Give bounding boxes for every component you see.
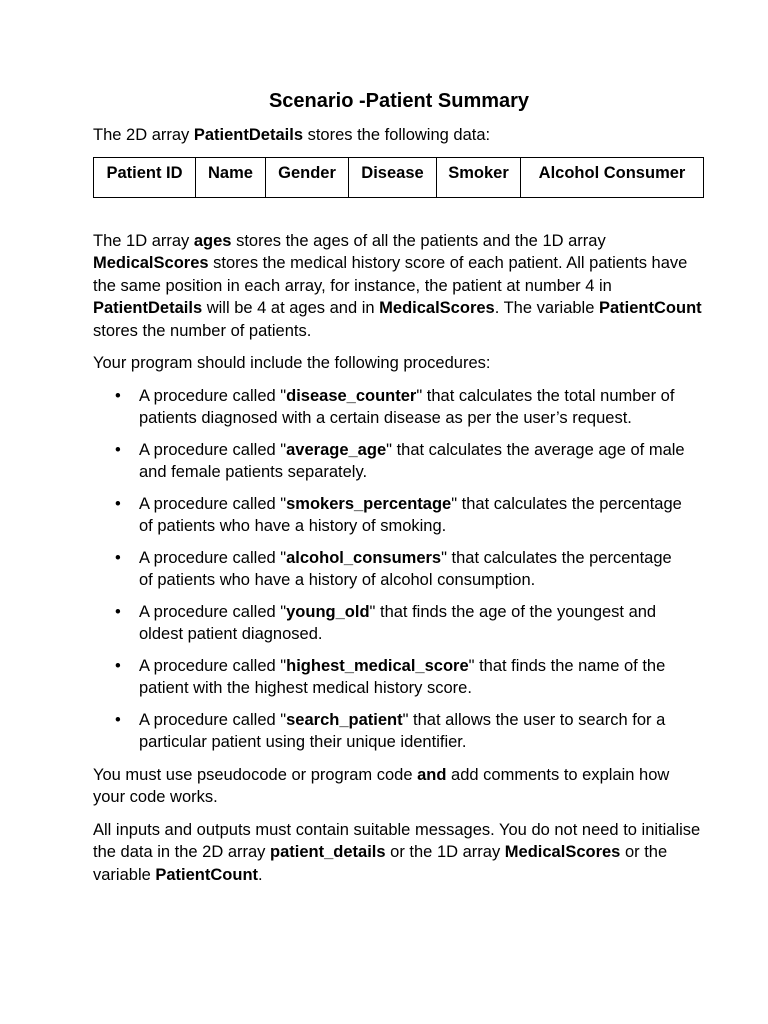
io-instruction-paragraph <box>93 819 705 887</box>
header-gender: Gender <box>266 157 349 197</box>
text-run: or the variable <box>93 843 668 884</box>
list-item <box>93 601 705 646</box>
procedure-description: " that calculates the percentage of patients who have a history of smoking. <box>139 494 682 535</box>
procedure-name: average_age <box>286 440 387 459</box>
procedure-description: " that calculates the percentage of patients who have a history of alcohol consumption. <box>139 548 672 589</box>
procedure-prefix: A procedure called " <box>139 386 287 405</box>
intro-text: The 2D array <box>93 126 194 144</box>
text-run: The 1D array <box>93 231 194 250</box>
procedure-name: disease_counter <box>286 386 417 405</box>
procedures-intro-paragraph: Your program should include the following procedures: <box>93 354 491 372</box>
header-name: Name <box>196 157 266 197</box>
text-run: . <box>258 865 263 884</box>
list-item <box>93 493 705 538</box>
intro-text-end: stores the following data: <box>303 126 491 144</box>
bullet-icon: • <box>115 548 121 567</box>
list-item <box>93 709 705 754</box>
bold-term: MedicalScores <box>379 299 495 317</box>
document-page <box>93 88 705 896</box>
bullet-icon: • <box>115 602 121 621</box>
procedure-description: " that calculates the average age of male and female patients separately. <box>139 440 685 481</box>
bullet-icon: • <box>115 656 121 675</box>
text-run: or the 1D array <box>385 843 505 861</box>
text-run: add comments to explain how your code works. <box>93 765 670 806</box>
procedure-prefix: A procedure called " <box>139 602 287 621</box>
list-item <box>93 547 705 592</box>
text-run: stores the medical history score of each patient. All patients have the same position in each array, for instance, the patient at number 4 in <box>93 254 688 295</box>
procedure-description: " that finds the age of the youngest and oldest patient diagnosed. <box>139 602 657 643</box>
text-run: stores the ages of all the patients and the 1D array <box>231 231 606 250</box>
bullet-icon: • <box>115 440 121 459</box>
text-run: . The variable <box>494 299 599 317</box>
bold-term: and <box>417 765 447 784</box>
procedure-prefix: A procedure called " <box>139 440 287 459</box>
procedure-prefix: A procedure called " <box>139 548 287 567</box>
procedures-list <box>93 385 705 754</box>
intro-array-name: PatientDetails <box>193 126 303 144</box>
text-run: stores the number of patients. <box>93 321 312 340</box>
arrays-description-paragraph <box>93 230 705 343</box>
procedure-description: " that calculates the total number of patients diagnosed with a certain disease as per the user’s request. <box>139 386 675 427</box>
procedure-description: " that allows the user to search for a particular patient using their unique identifier. <box>139 710 666 751</box>
header-smoker: Smoker <box>437 157 521 197</box>
list-item <box>93 655 705 700</box>
procedure-prefix: A procedure called " <box>139 656 287 675</box>
text-run: You must use pseudocode or program code <box>93 765 418 784</box>
procedure-name: highest_medical_score <box>286 656 469 675</box>
bold-term: PatientCount <box>598 299 702 317</box>
text-run: All inputs and outputs must contain suitable messages. You do not need to initialise the data in the 2D array <box>93 820 701 861</box>
bullet-icon: • <box>115 386 121 405</box>
page-title: Scenario -Patient Summary <box>268 90 530 112</box>
procedure-name: smokers_percentage <box>286 494 452 513</box>
procedure-description: " that finds the name of the patient with the highest medical history score. <box>139 656 666 697</box>
bold-term: patient_details <box>270 843 386 861</box>
list-item <box>93 439 705 484</box>
procedure-prefix: A procedure called " <box>139 494 287 513</box>
text-run: will be 4 at ages and in <box>202 299 380 317</box>
procedure-name: young_old <box>286 602 370 621</box>
bold-term: MedicalScores <box>504 843 621 861</box>
procedure-name: alcohol_consumers <box>286 548 442 567</box>
bold-term: PatientDetails <box>93 299 203 317</box>
patient-details-table <box>93 157 704 198</box>
bold-term: PatientCount <box>155 865 259 884</box>
pseudocode-instruction-paragraph <box>93 764 705 809</box>
list-item <box>93 385 705 430</box>
procedure-name: search_patient <box>286 710 403 729</box>
table-header-row <box>94 157 704 197</box>
intro-paragraph <box>93 124 705 147</box>
procedure-prefix: A procedure called " <box>139 710 287 729</box>
header-disease: Disease <box>349 157 437 197</box>
bold-term: ages <box>193 231 232 250</box>
bullet-icon: • <box>115 494 121 513</box>
header-alcohol-consumer: Alcohol Consumer <box>521 157 704 197</box>
bullet-icon: • <box>115 710 121 729</box>
header-patient-id: Patient ID <box>94 157 196 197</box>
bold-term: MedicalScores <box>93 254 209 272</box>
